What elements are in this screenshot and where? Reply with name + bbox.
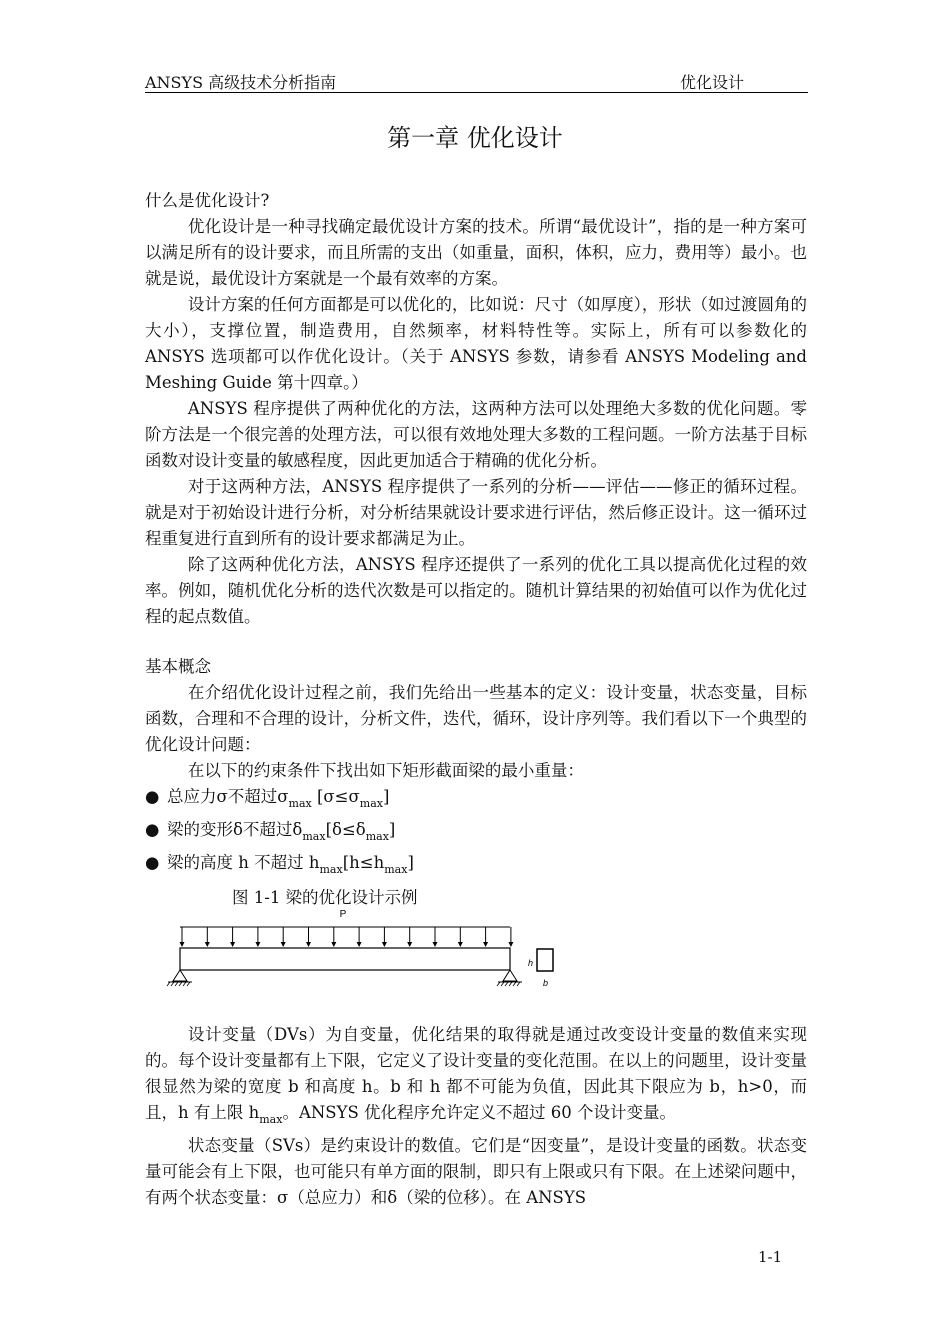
load-arrow-head bbox=[483, 942, 488, 947]
constraint-bullet: ● 梁的高度 h 不超过 $h_{max}[h\le h_{max}]$ bbox=[145, 850, 807, 883]
beam bbox=[180, 948, 510, 970]
section-heading: 什么是优化设计? bbox=[145, 191, 270, 210]
page-number: 1-1 bbox=[758, 1248, 783, 1266]
load-arrow-head bbox=[382, 942, 387, 947]
body-section-1 bbox=[145, 188, 807, 883]
cross-section bbox=[537, 949, 553, 971]
h-label: h bbox=[528, 958, 534, 968]
paragraph: ANSYS 程序提供了两种优化的方法，这两种方法可以处理绝大多数的优化问题。零阶方法是一个很完善的处理方法，可以很有效地处理大多数的工程问题。一阶方法基于目标函数对设计变量的敏感程度，因此更加适合于精确的优化分析。 bbox=[145, 399, 807, 470]
paragraph: 设计变量（DVs）为自变量，优化结果的取得就是通过改变设计变量的数值来实现的。每个设计变量都有上下限，它定义了设计变量的变化范围。在以上的问题里，设计变量很显然为梁的宽度 b 和高度 h。b 和 h 都不可能为负值，因此其下限应为 b，h>0，而且，h 有上限 $h_{max}$。ANSYS 优化程序允许定义不超过 60 个设计变量。 bbox=[145, 1025, 807, 1126]
right-support-icon bbox=[497, 970, 522, 986]
paragraph: 在以下的约束条件下找出如下矩形截面梁的最小重量： bbox=[187, 761, 584, 780]
load-arrow-head bbox=[255, 942, 260, 947]
chapter-title: 第一章 优化设计 bbox=[387, 124, 563, 152]
load-arrow-head bbox=[281, 942, 286, 947]
load-arrow-head bbox=[508, 942, 513, 947]
load-arrow-head bbox=[407, 942, 412, 947]
header-book-title: ANSYS 高级技术分析指南 bbox=[145, 73, 337, 92]
bullet-icon: ● bbox=[145, 820, 160, 839]
body-section-3 bbox=[145, 1022, 807, 1211]
left-support-icon bbox=[167, 970, 192, 986]
load-arrow-head bbox=[180, 942, 185, 947]
load-label: P bbox=[339, 909, 347, 920]
load-arrow-head bbox=[230, 942, 235, 947]
load-arrow-head bbox=[433, 942, 438, 947]
paragraph: 在介绍优化设计过程之前，我们先给出一些基本的定义：设计变量，状态变量，目标函数，合理和不合理的设计，分析文件，迭代，循环，设计序列等。我们看以下一个典型的优化设计问题： bbox=[145, 683, 807, 754]
figure-caption: 图 1-1 梁的优化设计示例 bbox=[232, 888, 418, 907]
bullet-icon: ● bbox=[145, 853, 160, 872]
paragraph: 设计方案的任何方面都是可以优化的，比如说：尺寸（如厚度），形状（如过渡圆角的大小），支撑位置，制造费用，自然频率，材料特性等。实际上，所有可以参数化的 ANSYS 选项都可以作优化设计。（关于 ANSYS 参数，请参看 ANSYS Modeling and Meshing Guide 第十四章。） bbox=[145, 295, 807, 392]
load-arrow-head bbox=[306, 942, 311, 947]
b-label: b bbox=[543, 978, 549, 988]
section-heading: 基本概念 bbox=[145, 657, 211, 676]
load-arrow-head bbox=[458, 942, 463, 947]
load-arrow-head bbox=[205, 942, 210, 947]
distributed-load-arrows bbox=[180, 927, 514, 947]
header-chapter-title: 优化设计 bbox=[680, 73, 745, 92]
beam-diagram bbox=[160, 905, 580, 995]
bullet-icon: ● bbox=[145, 787, 160, 806]
load-arrow-head bbox=[357, 942, 362, 947]
load-arrow-head bbox=[331, 942, 336, 947]
paragraph: 状态变量（SVs）是约束设计的数值。它们是“因变量”，是设计变量的函数。状态变量可能会有上下限，也可能只有单方面的限制，即只有上限或只有下限。在上述梁问题中，有两个状态变量：σ（总应力）和δ（梁的位移）。在 ANSYS bbox=[145, 1136, 807, 1207]
constraint-bullet: ● 梁的变形δ不超过$\delta_{max}[\delta\le\delta_{max}]$ bbox=[145, 817, 807, 850]
paragraph: 优化设计是一种寻找确定最优设计方案的技术。所谓“最优设计”，指的是一种方案可以满足所有的设计要求，而且所需的支出（如重量，面积，体积，应力，费用等）最小。也就是说，最优设计方案就是一个最有效率的方案。 bbox=[145, 217, 807, 288]
paragraph: 对于这两种方法，ANSYS 程序提供了一系列的分析——评估——修正的循环过程。就是对于初始设计进行分析，对分析结果就设计要求进行评估，然后修正设计。这一循环过程重复进行直到所有的设计要求都满足为止。 bbox=[145, 477, 807, 548]
paragraph: 除了这两种优化方法，ANSYS 程序还提供了一系列的优化工具以提高优化过程的效率。例如，随机优化分析的迭代次数是可以指定的。随机计算结果的初始值可以作为优化过程的起点数值。 bbox=[145, 555, 807, 626]
header-rule bbox=[145, 92, 808, 93]
constraint-bullet: ● 总应力σ不超过$\sigma_{max}$ $[\sigma\le\sigma_{max}]$ bbox=[145, 784, 807, 817]
